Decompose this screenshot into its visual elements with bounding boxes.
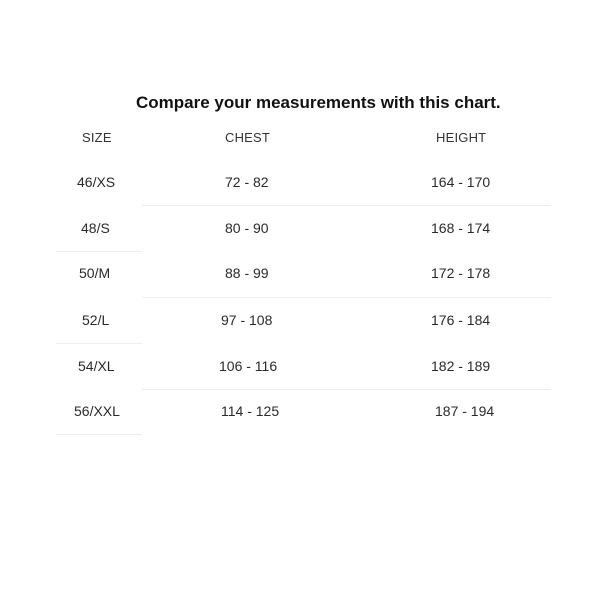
row-divider bbox=[56, 251, 142, 252]
table-cell-height: 182 - 189 bbox=[431, 358, 491, 374]
chart-title: Compare your measurements with this chart. bbox=[136, 93, 501, 112]
table-cell-chest: 114 - 125 bbox=[221, 403, 280, 419]
table-cell-chest: 88 - 99 bbox=[225, 265, 269, 281]
table-cell-size: 48/S bbox=[81, 220, 110, 236]
chest-column-header: CHEST bbox=[225, 130, 271, 145]
table-cell-size: 52/L bbox=[82, 312, 110, 328]
size-column-header: SIZE bbox=[82, 130, 112, 145]
row-divider bbox=[142, 389, 551, 390]
row-divider bbox=[142, 297, 551, 298]
table-cell-height: 172 - 178 bbox=[431, 265, 491, 281]
height-column-header: HEIGHT bbox=[436, 130, 487, 145]
table-cell-size: 50/M bbox=[79, 265, 111, 281]
row-divider bbox=[142, 205, 551, 206]
table-cell-chest: 80 - 90 bbox=[225, 220, 269, 236]
row-divider bbox=[56, 343, 142, 344]
table-cell-chest: 106 - 116 bbox=[219, 358, 278, 374]
table-cell-height: 176 - 184 bbox=[431, 312, 491, 328]
table-cell-size: 46/XS bbox=[77, 174, 116, 190]
table-cell-height: 164 - 170 bbox=[431, 174, 491, 190]
table-cell-chest: 97 - 108 bbox=[221, 312, 273, 328]
table-cell-size: 56/XXL bbox=[74, 403, 120, 419]
table-cell-height: 187 - 194 bbox=[435, 403, 495, 419]
table-cell-height: 168 - 174 bbox=[431, 220, 491, 236]
table-cell-chest: 72 - 82 bbox=[225, 174, 269, 190]
table-cell-size: 54/XL bbox=[78, 358, 115, 374]
row-divider bbox=[56, 434, 142, 435]
